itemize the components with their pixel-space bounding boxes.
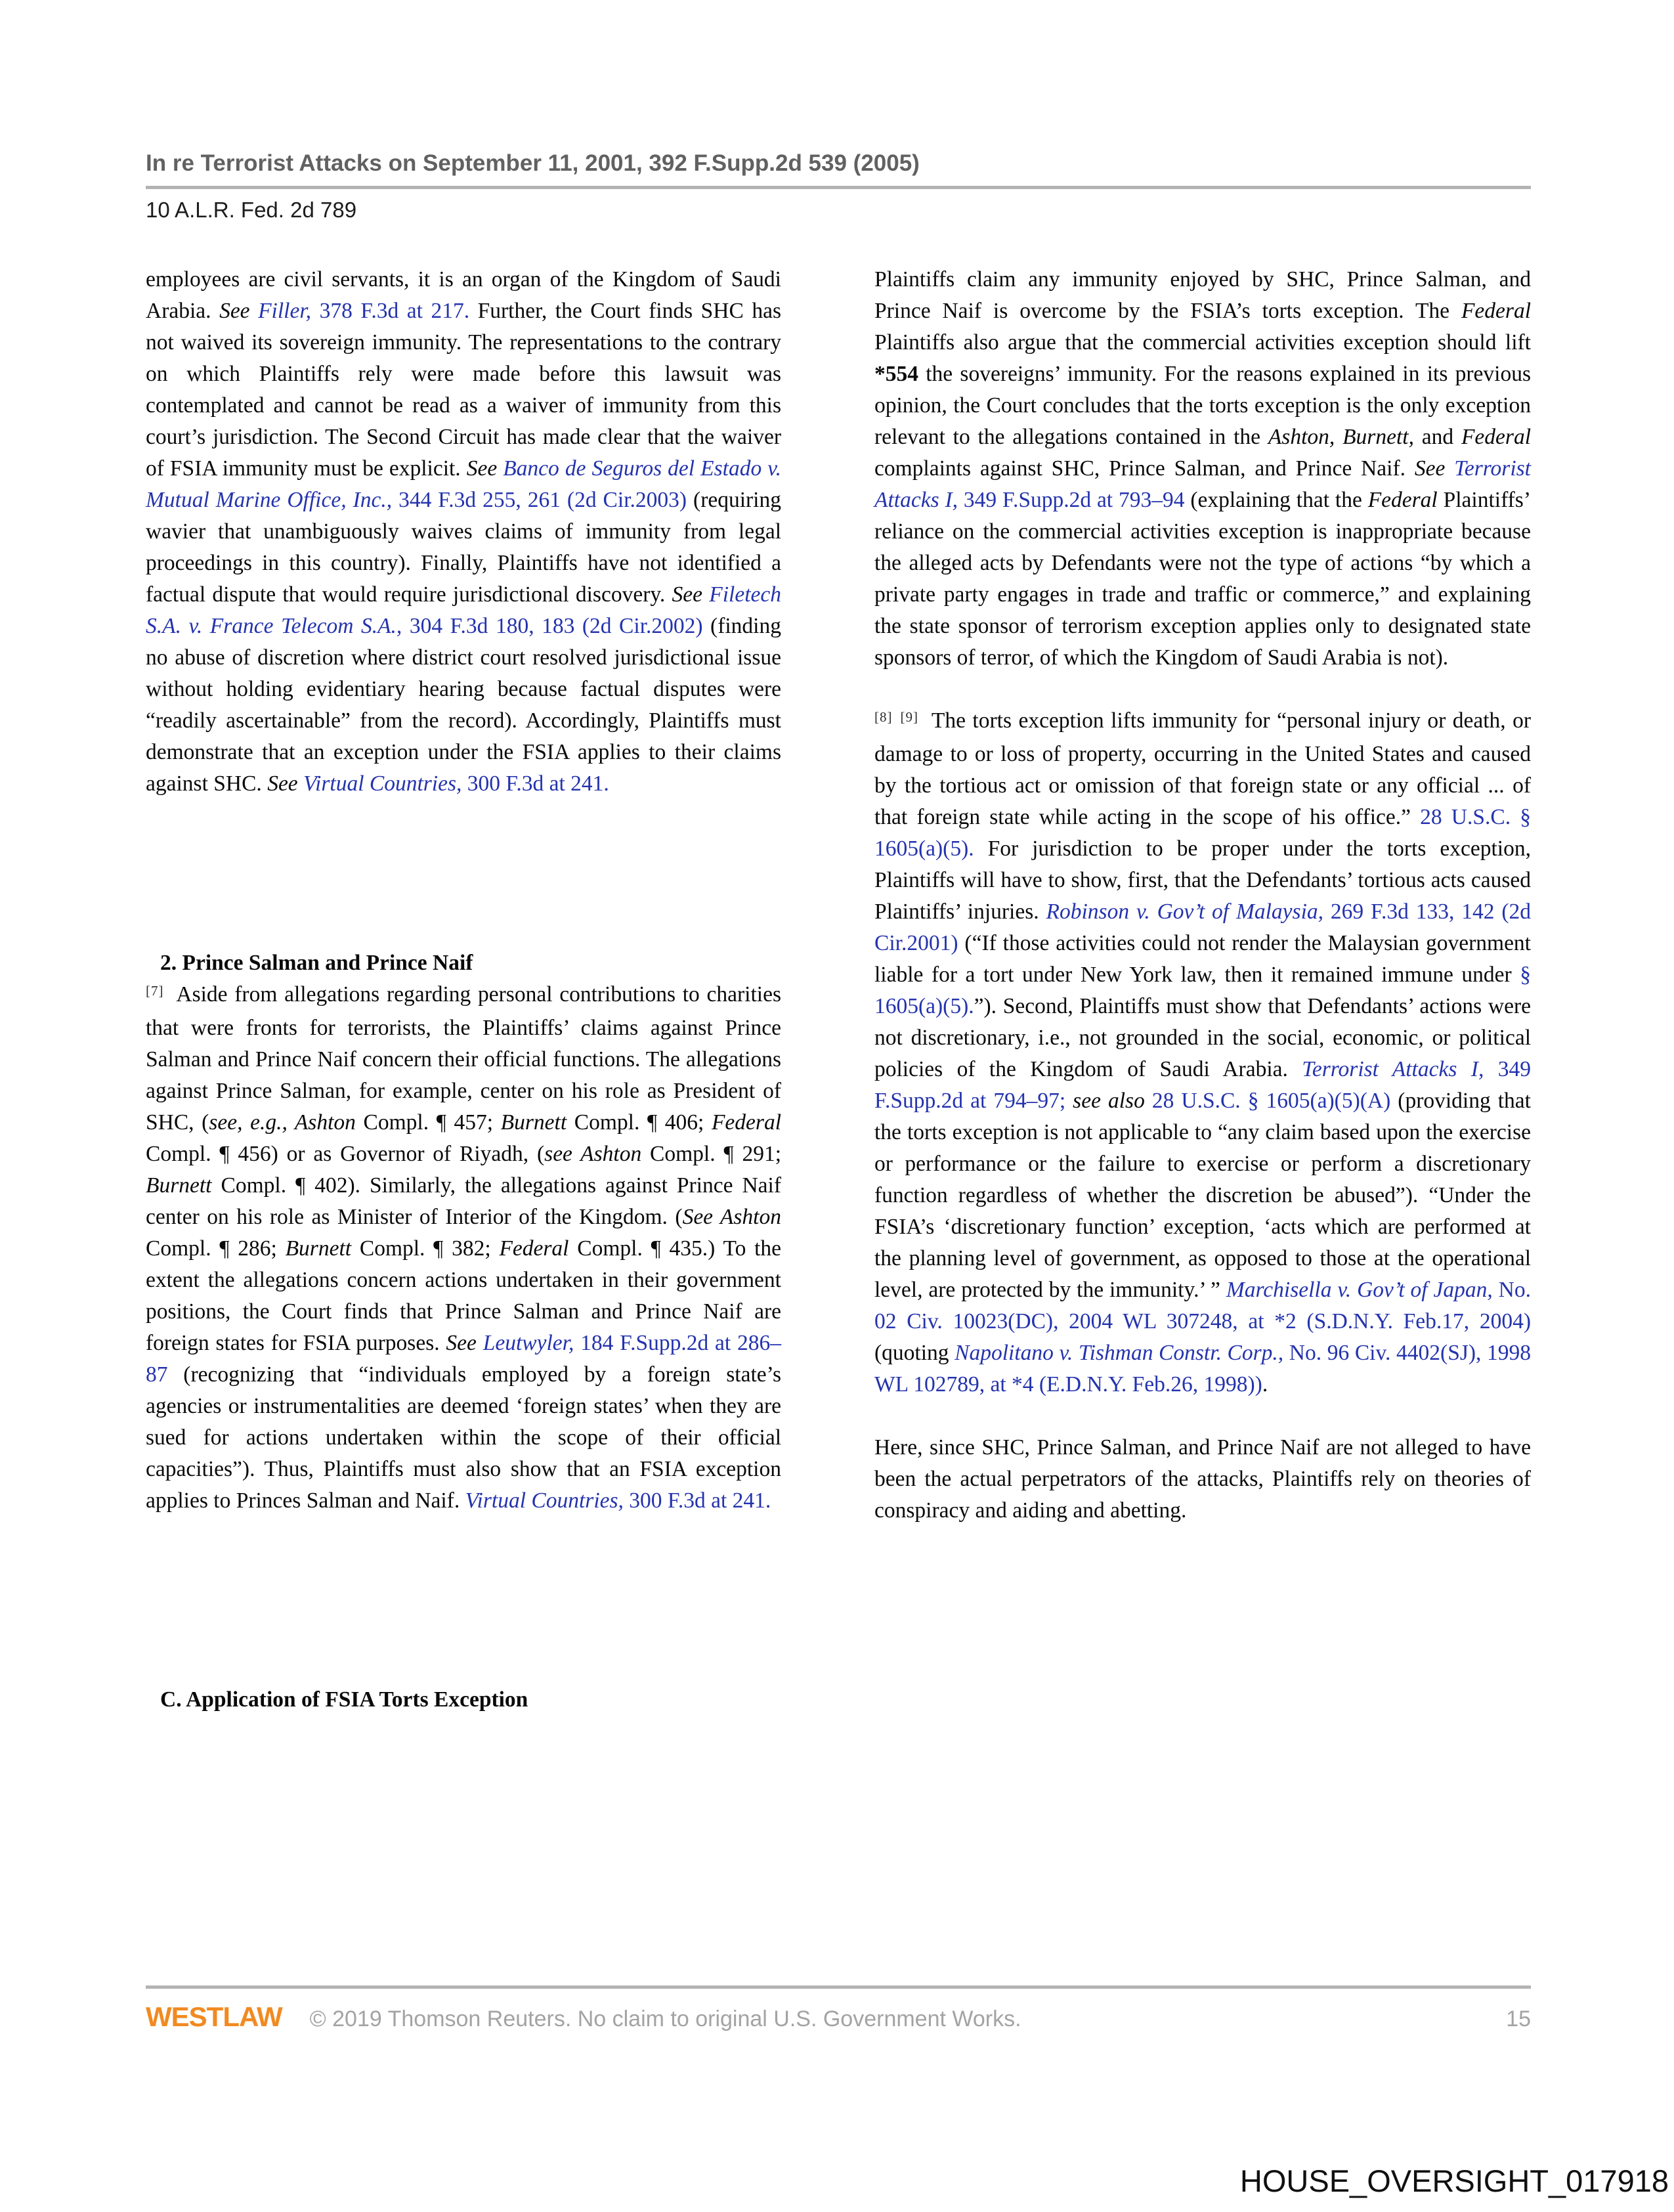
case-citation: 304 F.3d 180, 183 (2d Cir.2002) — [409, 614, 703, 638]
footer-divider — [146, 1985, 1531, 1989]
copyright-notice: © 2019 Thomson Reuters. No claim to original U.S. Government Works. — [309, 2006, 1021, 2031]
page-number: 15 — [1506, 2006, 1531, 2031]
section-heading: 2. Prince Salman and Prince Naif — [160, 951, 473, 975]
case-citation: 300 F.3d at 241. — [629, 1488, 771, 1513]
case-citation: Marchisella v. Gov’t of Japan, — [1226, 1278, 1499, 1302]
header-divider — [146, 186, 1531, 189]
case-citation: 184 F.Supp.2d at 286–87 — [146, 1331, 781, 1387]
document-header — [146, 150, 1531, 223]
case-citation: Napolitano v. Tishman Constr. Corp., — [955, 1341, 1289, 1365]
case-citation: 28 U.S.C. § 1605(a)(5). — [874, 805, 1531, 861]
case-citation: 300 F.3d at 241. — [467, 771, 609, 796]
case-citation: Terrorist Attacks I, — [874, 456, 1531, 512]
page-footer — [146, 2001, 1531, 2033]
headnote-reference: [8] — [874, 708, 893, 725]
case-citation: 269 F.3d 133, 142 (2d Cir.2001) — [874, 900, 1531, 955]
case-citation: Robinson v. Gov’t of Malaysia, — [1046, 900, 1331, 924]
case-citation-header: In re Terrorist Attacks on September 11, 2001, 392 F.Supp.2d 539 (2005) — [146, 150, 920, 176]
right-column — [874, 264, 1531, 1716]
bates-stamp: HOUSE_OVERSIGHT_017918 — [1239, 2163, 1669, 2198]
case-citation: 378 F.3d at 217. — [319, 299, 470, 323]
paragraph: employees are civil servants, it is an organ of the Kingdom of Saudi Arabia. See Filler, 378 F.3d at 217. Further, the Court finds SHC has not waived its sovereign immunity. The representations to the contrary on which Plaintiffs rely were made before this lawsuit was contemplated and cannot be read as a waiver of immunity from this court’s jurisdiction. The Second Circuit has made clear that the waiver of FSIA immunity must be explicit. See Banco de Seguros del Estado v. Mutual Marine Office, Inc., 344 F.3d 255, 261 (2d Cir.2003) (requiring wavier that unambiguously waives claims of immunity from legal proceedings in this country). Finally, Plaintiffs have not identified a factual dispute that would require jurisdictional discovery. See Filetech S.A. v. France Telecom S.A., 304 F.3d 180, 183 (2d Cir.2002) (finding no abuse of discretion where district court resolved jurisdictional issue without holding evidentiary hearing because factual disputes were “readily ascertainable” from the record). Accordingly, Plaintiffs must demonstrate that an exception under the FSIA applies to their claims against SHC. See Virtual Countries, 300 F.3d at 241. — [146, 267, 781, 796]
paragraph: [8] [9] The torts exception lifts immunity for “personal injury or death, or damage to or loss of property, occurring in the United States and caused by the tortious act or omission of that foreign state or any official ... of that foreign state while acting in the scope of his office.” 28 U.S.C. § 1605(a)(5). For jurisdiction to be proper under the torts exception, Plaintiffs will have to show, first, that the Defendants’ tortious acts caused Plaintiffs’ injuries. Robinson v. Gov’t of Malaysia, 269 F.3d 133, 142 (2d Cir.2001) (“If those activities could not render the Malaysian government liable for a tort under New York law, then it remained immune under § 1605(a)(5).”). Second, Plaintiffs must show that Defendants’ actions were not discretionary, i.e., not grounded in the social, economic, or political policies of the Kingdom of Saudi Arabia. Terrorist Attacks I, 349 F.Supp.2d at 794–97; see also 28 U.S.C. § 1605(a)(5)(A) (providing that the torts exception is not applicable to “any claim based upon the exercise or performance or the failure to exercise or perform a discretionary function regardless of whether the discretion be abused”). “Under the FSIA’s ‘discretionary function’ exception, ‘acts which are performed at the planning level of government, as opposed to those at the operational level, are protected by the immunity.’ ” Marchisella v. Gov’t of Japan, No. 02 Civ. 10023(DC), 2004 WL 307248, at *2 (S.D.N.Y. Feb.17, 2004) (quoting Napolitano v. Tishman Constr. Corp., No. 96 Civ. 4402(SJ), 1998 WL 102789, at *4 (E.D.N.Y. Feb.26, 1998)). — [874, 708, 1531, 1397]
case-citation: Virtual Countries, — [465, 1488, 630, 1513]
case-citation: Terrorist Attacks I, — [1302, 1057, 1498, 1081]
case-citation: Filetech S.A. v. France Telecom S.A., — [146, 582, 781, 638]
headnote-reference: [7] — [146, 982, 164, 999]
section-heading: C. Application of FSIA Torts Exception — [160, 1687, 528, 1712]
left-column — [146, 264, 781, 1716]
paragraph: Here, since SHC, Prince Salman, and Prince Naif are not alleged to have been the actual perpetrators of the attacks, Plaintiffs rely on theories of conspiracy and aiding and abetting. — [874, 1435, 1531, 1523]
paragraph: Plaintiffs claim any immunity enjoyed by SHC, Prince Salman, and Prince Naif is overcome by the FSIA’s torts exception. The Federal Plaintiffs also argue that the commercial activities exception should lift *554 the sovereigns’ immunity. For the reasons explained in its previous opinion, the Court concludes that the torts exception is the only exception relevant to the allegations contained in the Ashton, Burnett, and Federal complaints against SHC, Prince Salman, and Prince Naif. See Terrorist Attacks I, 349 F.Supp.2d at 793–94 (explaining that the Federal Plaintiffs’ reliance on the commercial activities exception is inappropriate because the alleged acts by Defendants were not the type of actions “by which a private party engages in trade and traffic or commerce,” and explaining the state sponsor of terrorism exception applies only to designated state sponsors of terror, of which the Kingdom of Saudi Arabia is not). — [874, 267, 1531, 670]
case-citation: Leutwyler, — [483, 1331, 581, 1355]
case-citation: No. 96 Civ. 4402(SJ), 1998 WL 102789, at *4 (E.D.N.Y. Feb.26, 1998)) — [874, 1341, 1531, 1397]
case-citation: § 1605(a)(5). — [874, 963, 1531, 1018]
case-citation: 344 F.3d 255, 261 (2d Cir.2003) — [398, 488, 687, 512]
case-citation: 349 F.Supp.2d at 793–94 — [963, 488, 1185, 512]
case-citation: No. 02 Civ. 10023(DC), 2004 WL 307248, at *2 (S.D.N.Y. Feb.17, 2004) — [874, 1278, 1531, 1334]
case-citation: Filler, — [258, 299, 320, 323]
document-body — [146, 264, 1531, 1716]
headnote-reference: [9] — [900, 708, 918, 725]
case-citation: 28 U.S.C. § 1605(a)(5)(A) — [1151, 1089, 1391, 1113]
case-citation: Banco de Seguros del Estado v. Mutual Marine Office, Inc., — [146, 456, 781, 512]
case-citation: Virtual Countries, — [303, 771, 467, 796]
westlaw-logo: WESTLAW — [146, 2001, 282, 2032]
paragraph: [7] Aside from allegations regarding personal contributions to charities that were fronts for terrorists, the Plaintiffs’ claims against Prince Salman and Prince Naif concern their official functions. The allegations against Prince Salman, for example, center on his role as President of SHC, (see, e.g., Ashton Compl. ¶ 457; Burnett Compl. ¶ 406; Federal Compl. ¶ 456) or as Governor of Riyadh, (see Ashton Compl. ¶ 291; Burnett Compl. ¶ 402). Similarly, the allegations against Prince Naif center on his role as Minister of Interior of the Kingdom. (See Ashton Compl. ¶ 286; Burnett Compl. ¶ 382; Federal Compl. ¶ 435.) To the extent the allegations concern actions undertaken in their government positions, the Court finds that Prince Salman and Prince Naif are foreign states for FSIA purposes. See Leutwyler, 184 F.Supp.2d at 286–87 (recognizing that “individuals employed by a foreign state’s agencies or instrumentalities are deemed ‘foreign states’ when they are sued for actions undertaken within the scope of their official capacities”). Thus, Plaintiffs must also show that an FSIA exception applies to Princes Salman and Naif. Virtual Countries, 300 F.3d at 241. — [146, 982, 782, 1513]
case-citation: 349 F.Supp.2d at 794–97; — [874, 1057, 1531, 1113]
alr-citation: 10 A.L.R. Fed. 2d 789 — [146, 198, 357, 222]
